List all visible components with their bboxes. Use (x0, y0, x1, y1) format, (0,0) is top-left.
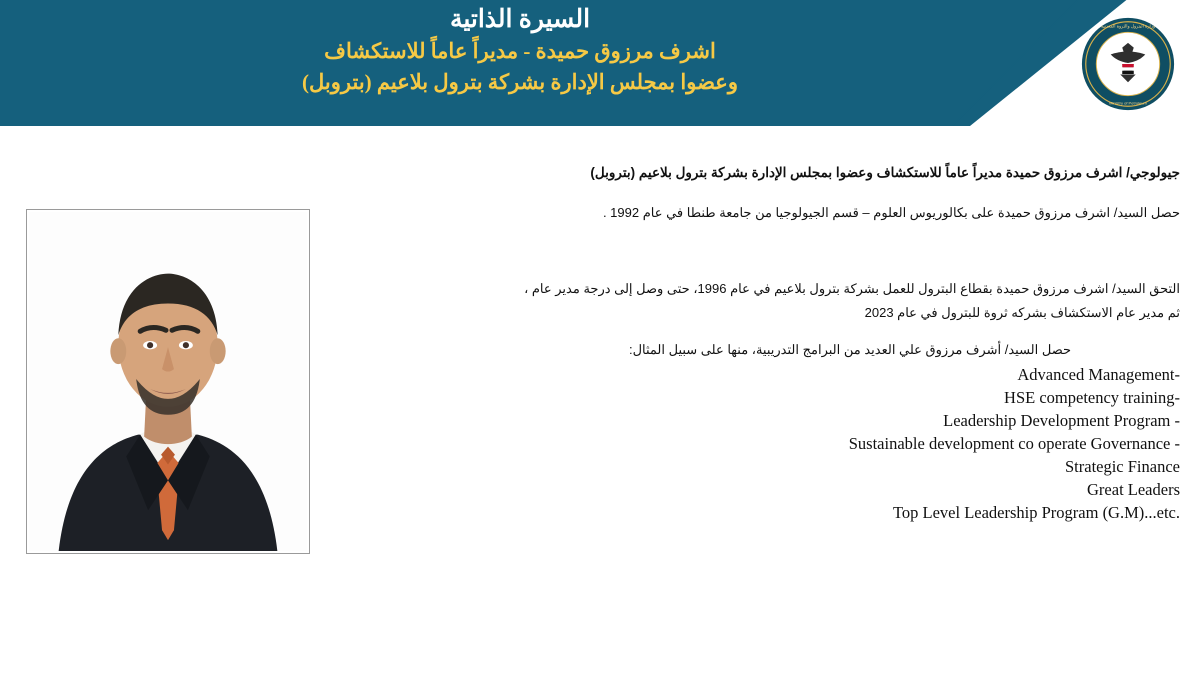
list-item: Strategic Finance (1064, 457, 1180, 476)
ministry-logo-icon (1080, 16, 1176, 112)
list-item: Sustainable development co operate Governance - (848, 434, 1180, 453)
cv-heading: جيولوجي/ اشرف مرزوق حميدة مديراً عاماً للاستكشاف وعضوا بمجلس الإدارة بشركة بترول بلاعيم (بتروبل) (590, 165, 1180, 180)
header-text-block (0, 0, 1040, 126)
portrait-photo-frame (26, 209, 310, 554)
header-subtitle-line-1: اشرف مرزوق حميدة - مديراً عاماً للاستكشاف (324, 39, 716, 63)
list-item: Leadership Development Program - (943, 411, 1180, 430)
page-title: السيرة الذاتية (449, 6, 591, 33)
list-item: HSE competency training- (1004, 388, 1180, 407)
cv-paragraph-education: حصل السيد/ اشرف مرزوق حميدة على بكالوريوس العلوم – قسم الجيولوجيا من جامعة طنطا في عام 1992 . (602, 205, 1180, 220)
header-subtitle-line-2: وعضوا بمجلس الإدارة بشركة بترول بلاعيم (بتروبل) (302, 70, 738, 94)
document-header (0, 0, 1200, 126)
cv-paragraph-career: التحق السيد/ اشرف مرزوق حميدة بقطاع البترول للعمل بشركة بترول بلاعيم في عام 1996، حتى وصل إلى درجة مدير عام ، ثم مدير عام الاستكشاف بشركه ثروة للبترول في عام 2023 (524, 281, 1180, 320)
svg-text:Ministry of Petroleum: Ministry of Petroleum (1109, 100, 1147, 106)
cv-body (520, 163, 1180, 524)
portrait-illustration (29, 212, 307, 551)
list-item: Great Leaders (1087, 480, 1180, 499)
cv-paragraph-training-lead: حصل السيد/ أشرف مرزوق علي العديد من البرامج التدريبية، منها على سبيل المثال: (628, 342, 1072, 357)
training-programs-list (520, 363, 1180, 524)
list-item: Top Level Leadership Program (G.M)...etc. (892, 503, 1180, 522)
list-item: Advanced Management- (1017, 365, 1180, 384)
portrait-photo (29, 212, 307, 551)
svg-text:وزارة البترول والثروة المعدنية: وزارة البترول والثروة المعدنية (1101, 23, 1155, 29)
